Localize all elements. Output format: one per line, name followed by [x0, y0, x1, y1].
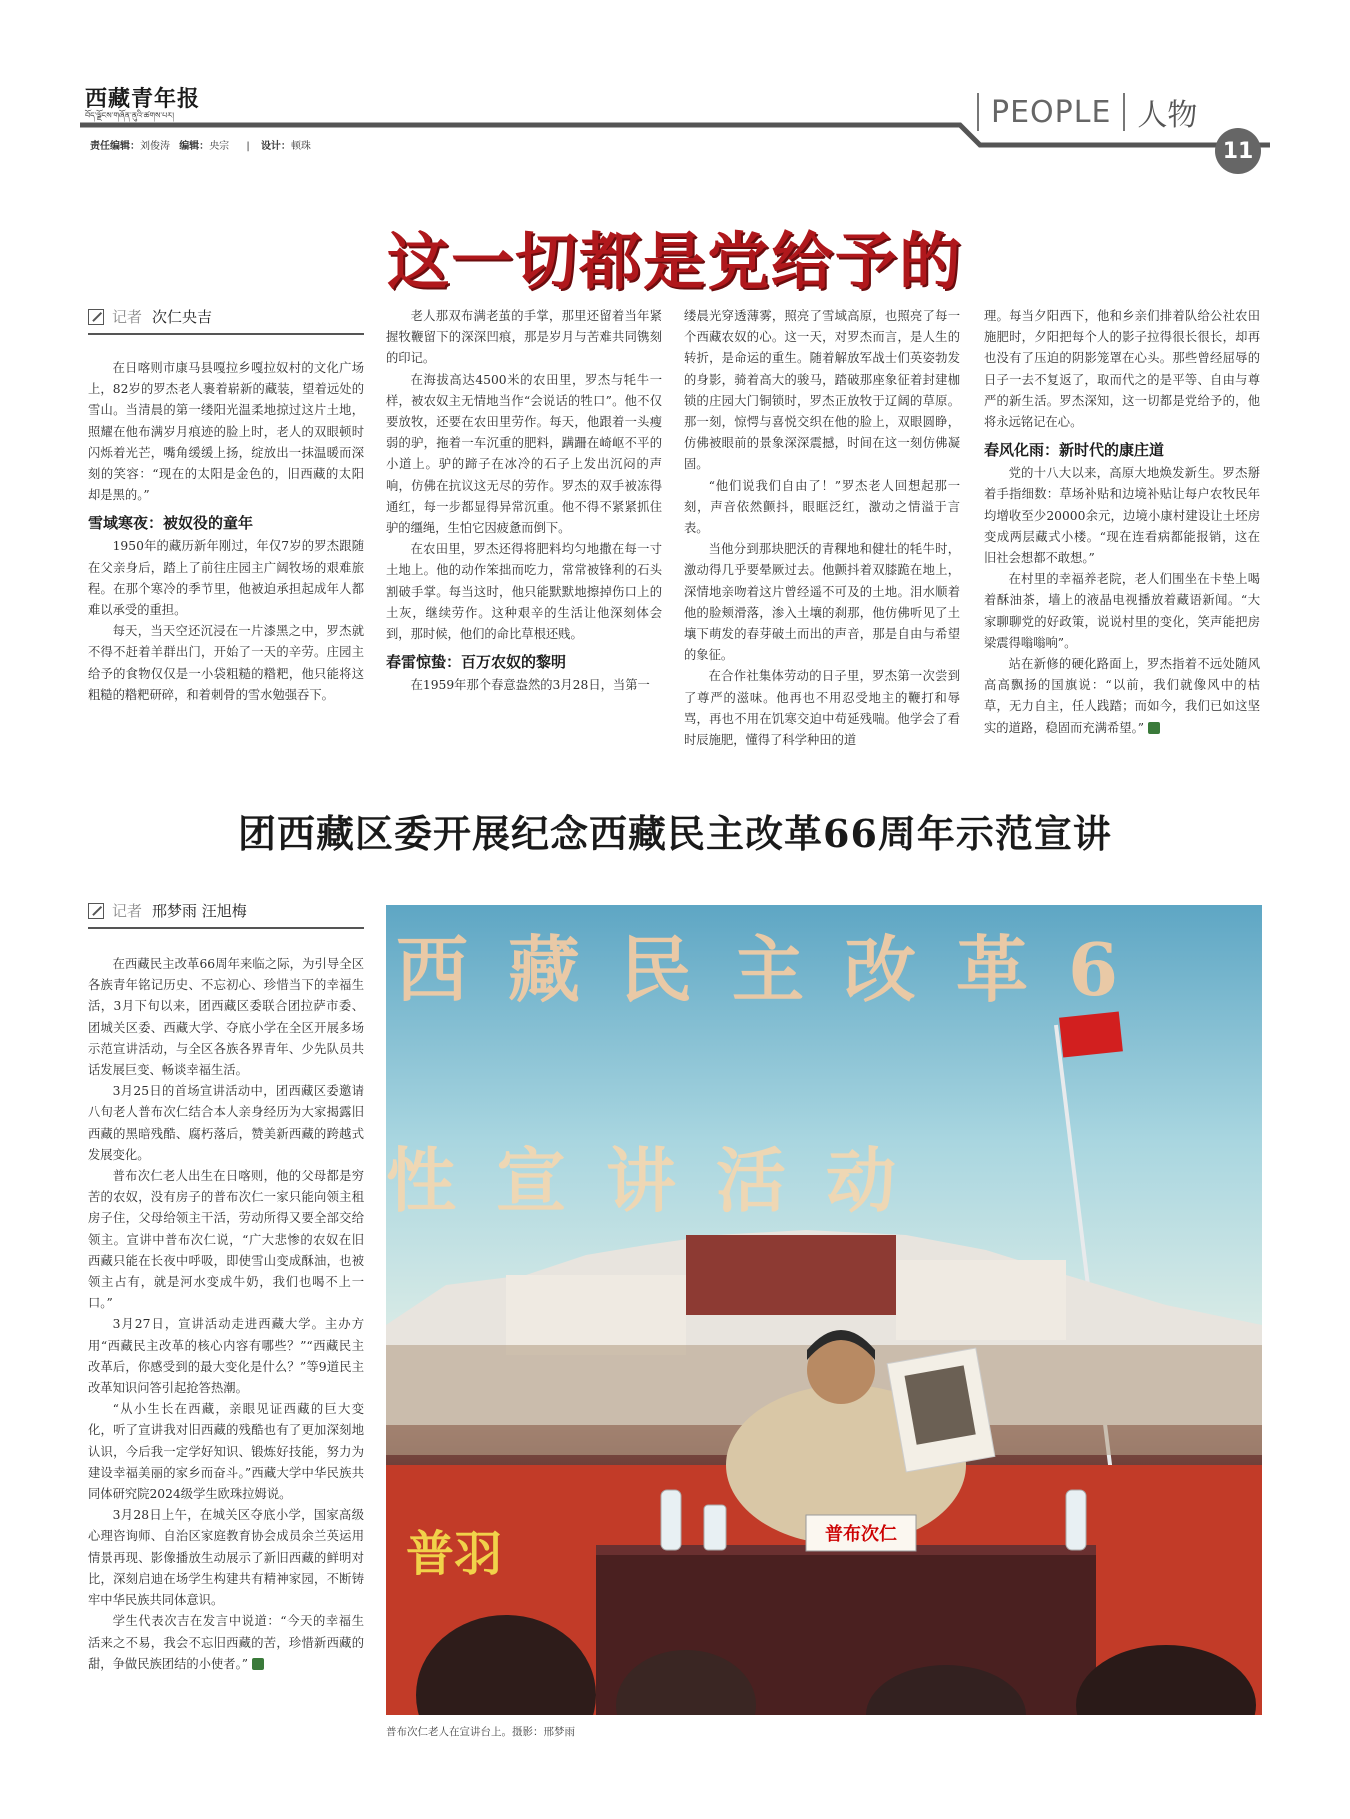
section-name-cn: 人物: [1137, 98, 1198, 133]
design-label: 设计：: [260, 141, 291, 152]
sub-editor-label: 编辑：: [179, 141, 210, 152]
paragraph: [88, 954, 364, 1081]
end-mark-icon: [1148, 722, 1160, 734]
paragraph: [984, 654, 1260, 739]
paragraph: [386, 306, 662, 370]
white-palace-right: [896, 1260, 1066, 1340]
newspaper-masthead-tibetan: བོད་ལྗོངས་གཞོན་ནུའི་ཚགས་པར།: [85, 111, 174, 120]
paragraph-text: 1950年的藏历新年刚过，年仅7岁的罗杰跟随在父亲身后，踏上了前往庄园主广阔牧场的艰难旅程。在那个寒冷的季节里，他被迫承担起成年人都难以承受的重担。: [88, 539, 364, 618]
nameplate-text: 普布次仁: [825, 1524, 897, 1545]
paragraph-text: 在合作社集体劳动的日子里，罗杰第一次尝到了尊严的滋味。他再也不用忍受地主的鞭打和辱骂，再也不用在饥寒交迫中苟延残喘。他学会了看时辰施肥，懂得了科学种田的道: [684, 669, 960, 748]
byline-label: 记者: [112, 308, 143, 326]
paragraph-text: 党的十八大以来，高原大地焕发新生。罗杰掰着手指细数：草场补贴和边境补贴让每户农牧民年均增收至少20000余元，边境小康村建设让土坯房变成两层藏式小楼。“现在连看病都能报销，这在旧社会想都不敢想。”: [984, 466, 1260, 566]
subheading-text: 春风化雨：新时代的康庄道: [984, 441, 1165, 460]
sub-editor-name: 央宗: [209, 141, 230, 152]
paragraph: [984, 306, 1260, 433]
paragraph: [386, 539, 662, 645]
paragraph-text: 3月28日上午，在城关区夺底小学，国家高级心理咨询师、自治区家庭教育协会成员余兰英运用情景再现、影像播放生动展示了新旧西藏的鲜明对比，深刻启迪在场学生构建共有精神家园，不断铸牢中华民族共同体意识。: [88, 1508, 364, 1608]
designer-name: 顿珠: [290, 141, 311, 152]
white-palace-left: [506, 1275, 686, 1355]
subheading-text: 雪域寒夜：被奴役的童年: [88, 514, 254, 533]
paragraph: [88, 1314, 364, 1399]
backdrop-banner-text-2: 性宣讲活动: [386, 1139, 936, 1222]
paragraph-text: 在1959年那个春意盎然的3月28日，当第一: [410, 678, 650, 693]
section-subheading: [386, 651, 662, 673]
end-mark-icon: [252, 1658, 264, 1670]
paragraph-text: 理。每当夕阳西下，他和乡亲们排着队给公社农田施肥时，夕阳把每个人的影子拉得很长很长，却再也没有了压迫的阴影笼罩在心头。那些曾经屈辱的日子一去不复返了，取而代之的是平等、自由与尊严的新生活。罗杰深知，这一切都是党给予的，他将永远铭记在心。: [984, 309, 1260, 430]
paragraph: [88, 1081, 364, 1166]
paragraph-text: 当他分到那块肥沃的青稞地和健壮的牦牛时，激动得几乎要晕厥过去。他颤抖着双膝跪在地上，深情地亲吻着这片曾经遥不可及的土地。泪水顺着他的脸颊滑落，渗入土壤的刹那，他仿佛听见了土壤下萌发的春芽破土而出的声音，那是自由与希望的象征。: [684, 542, 960, 663]
section-label: [965, 92, 1197, 132]
article1-headline: 这一切都是党给予的: [386, 225, 963, 298]
paragraph-text: 3月25日的首场宣讲活动中，团西藏区委邀请八旬老人普布次仁结合本人亲身经历为大家揭露旧西藏的黑暗残酷、腐朽落后，赞美新西藏的跨越式发展变化。: [88, 1084, 364, 1162]
paragraph: [88, 1399, 364, 1505]
byline-name: 次仁央吉: [152, 308, 213, 326]
article1-column-1: [88, 358, 364, 706]
paragraph: [88, 621, 364, 706]
paragraph: [684, 666, 960, 751]
pen-icon: [88, 309, 104, 325]
water-bottle: [1066, 1490, 1086, 1550]
paragraph: [984, 569, 1260, 654]
water-bottle: [661, 1490, 681, 1550]
article1-column-4: [984, 306, 1260, 739]
editor-label: 责任编辑：: [90, 141, 140, 152]
paragraph: [386, 675, 662, 696]
paragraph: [88, 1166, 364, 1314]
national-flag: [1059, 1011, 1123, 1057]
red-palace: [686, 1235, 896, 1315]
paragraph-text: 缕晨光穿透薄雾，照亮了雪域高原，也照亮了每一个西藏农奴的心。这一天，对罗杰而言，是人生的转折，是命运的重生。随着解放军战士们英姿勃发的身影，骑着高大的骏马，踏破那座象征着封建枷锁的庄园大门铜锁时，罗杰正放牧于辽阔的草原。那一刻，惊愕与喜悦交织在他的脸上，双眼圆睁，仿佛被眼前的景象深深震撼，时间在这一刻仿佛凝固。: [684, 309, 960, 472]
backdrop-banner-text: 西藏民主改革6: [396, 927, 1159, 1012]
paragraph-text: 在村里的幸福养老院，老人们围坐在卡垫上喝着酥油茶，墙上的液晶电视播放着藏语新闻。“大家聊聊党的好政策，说说村里的变化，笑声能把房梁震得嗡嗡响”。: [984, 572, 1260, 650]
paragraph: [684, 539, 960, 666]
stage-banner-text: 普羽: [406, 1526, 503, 1582]
paragraph-text: 每天，当天空还沉浸在一片漆黑之中，罗杰就不得不赶着羊群出门，开始了一天的辛劳。庄园主给予的食物仅仅是一小袋粗糙的糌粑，他只能将这粗糙的糌粑研碎，和着刺骨的雪水勉强吞下。: [88, 624, 364, 702]
article2-column-1: [88, 954, 364, 1675]
event-photo: [386, 905, 1262, 1715]
paragraph: [984, 463, 1260, 569]
section-divider: [1123, 93, 1125, 131]
article1-column-2: [386, 306, 662, 696]
paragraph-text: 在海拔高达4500米的农田里，罗杰与牦牛一样，被农奴主无情地当作“会说话的牲口”。他不仅要放牧，还要在农田里劳作。每天，他跟着一头瘦弱的驴，拖着一车沉重的肥料，蹒跚在崎岖不平的小道上。驴的蹄子在冰冷的石子上发出沉闷的声响，仿佛在抗议这无尽的劳作。罗杰的双手被冻得通红，每一步都显得异常沉重。他不得不紧紧抓住驴的缰绳，生怕它因疲惫而倒下。: [386, 372, 662, 536]
article2-byline: [88, 900, 364, 929]
page-number: 11: [1215, 128, 1261, 174]
section-subheading: [88, 512, 364, 534]
byline-name: 邢梦雨 汪旭梅: [152, 902, 247, 920]
event-photo-illustration: [386, 905, 1262, 1715]
subheading-text: 春雷惊蛰：百万农奴的黎明: [386, 653, 567, 672]
paragraph-text: 老人那双布满老茧的手掌，那里还留着当年紧握牧鞭留下的深深凹痕，那是岁月与苦难共同镌刻的印记。: [386, 309, 662, 366]
article2-headline: 团西藏区委开展纪念西藏民主改革66周年示范宣讲: [238, 811, 1112, 856]
water-cup: [704, 1505, 726, 1550]
paragraph-text: 在农田里，罗杰还得将肥料均匀地撒在每一寸土地上。他的动作笨拙而吃力，常常被锋利的石头割破手掌。每当这时，他只能默默地擦掉伤口上的土灰，继续劳作。这种艰辛的生活让他深刻体会到，那时候，他们的命比草根还贱。: [386, 542, 662, 642]
photo-caption: 普布次仁老人在宣讲台上。摄影：邢梦雨: [386, 1726, 575, 1738]
editor-name: 刘俊涛: [140, 141, 170, 152]
section-subheading: [984, 439, 1260, 461]
pen-icon: [88, 903, 104, 919]
paragraph: [386, 370, 662, 540]
article1-byline: [88, 306, 364, 335]
paragraph-text: 3月27日，宣讲活动走进西藏大学。主办方用“西藏民主改革的核心内容有哪些？”“西藏民主改革后，你感受到的最大变化是什么？”等9道民主改革知识问答引起抢答热潮。: [88, 1317, 364, 1396]
paragraph: [684, 306, 960, 476]
section-name-en: PEOPLE: [991, 94, 1112, 130]
paragraph-text: “他们说我们自由了！”罗杰老人回想起那一刻，声音依然颤抖，眼眶泛红，激动之情溢于言表。: [684, 478, 960, 536]
byline-label: 记者: [112, 902, 143, 920]
paragraph: [684, 476, 960, 540]
article1-column-3: [684, 306, 960, 751]
paragraph: [88, 1505, 364, 1611]
paragraph-text: 在日喀则市康马县嘎拉乡嘎拉奴村的文化广场上，82岁的罗杰老人裹着崭新的藏装，望着远处的雪山。当清晨的第一缕阳光温柔地掠过这片土地，照耀在他布满岁月痕迹的脸上时，老人的双眼顿时闪烁着光芒，嘴角缓缓上扬，绽放出一抹温暖而深刻的笑容：“现在的太阳是金色的，旧西藏的太阳却是黑的。”: [88, 361, 364, 503]
paragraph: [88, 358, 364, 506]
paragraph: [88, 536, 364, 621]
paragraph-text: 学生代表次吉在发言中说道：“今天的幸福生活来之不易，我会不忘旧西藏的苦，珍惜新西藏的甜，争做民族团结的小使者。”: [88, 1614, 364, 1671]
paragraph-text: 普布次仁老人出生在日喀则，他的父母都是穷苦的农奴，没有房子的普布次仁一家只能向领主租房子住，父母给领主干活，劳动所得又要全部交给领主。宣讲中普布次仁说，“广大悲惨的农奴在旧西藏只能在长夜中呼吸，即使雪山变成酥油，也被领主占有，就是河水变成牛奶，我们也喝不上一口。”: [88, 1169, 364, 1311]
newspaper-masthead-title: 西藏青年报: [85, 86, 201, 112]
paragraph-text: 站在新修的硬化路面上，罗杰指着不远处随风高高飘扬的国旗说：“以前，我们就像风中的枯草，无力自主，任人践踏；而如今，我们已如这坚实的道路，稳固而充满希望。”: [984, 657, 1260, 735]
paragraph-text: 在西藏民主改革66周年来临之际，为引导全区各族青年铭记历史、不忘初心、珍惜当下的幸福生活，3月下旬以来，团西藏区委联合团拉萨市委、团城关区委、西藏大学、夺底小学在全区开展多场示范宣讲活动，与全区各族各界青年、少先队员共话发展巨变、畅谈幸福生活。: [88, 957, 364, 1078]
paragraph: [88, 1611, 364, 1675]
editor-credits: 责任编辑：刘俊涛 编辑：央宗 | 设计：顿珠: [90, 141, 311, 152]
paragraph-text: “从小生长在西藏，亲眼见证西藏的巨大变化，听了宣讲我对旧西藏的残酷也有了更加深刻地认识，今后我一定学好知识、锻炼好技能，努力为建设幸福美丽的家乡而奋斗。”西藏大学中华民族共同体研究院2024级学生欧珠拉姆说。: [88, 1402, 364, 1502]
section-divider: [977, 93, 979, 131]
